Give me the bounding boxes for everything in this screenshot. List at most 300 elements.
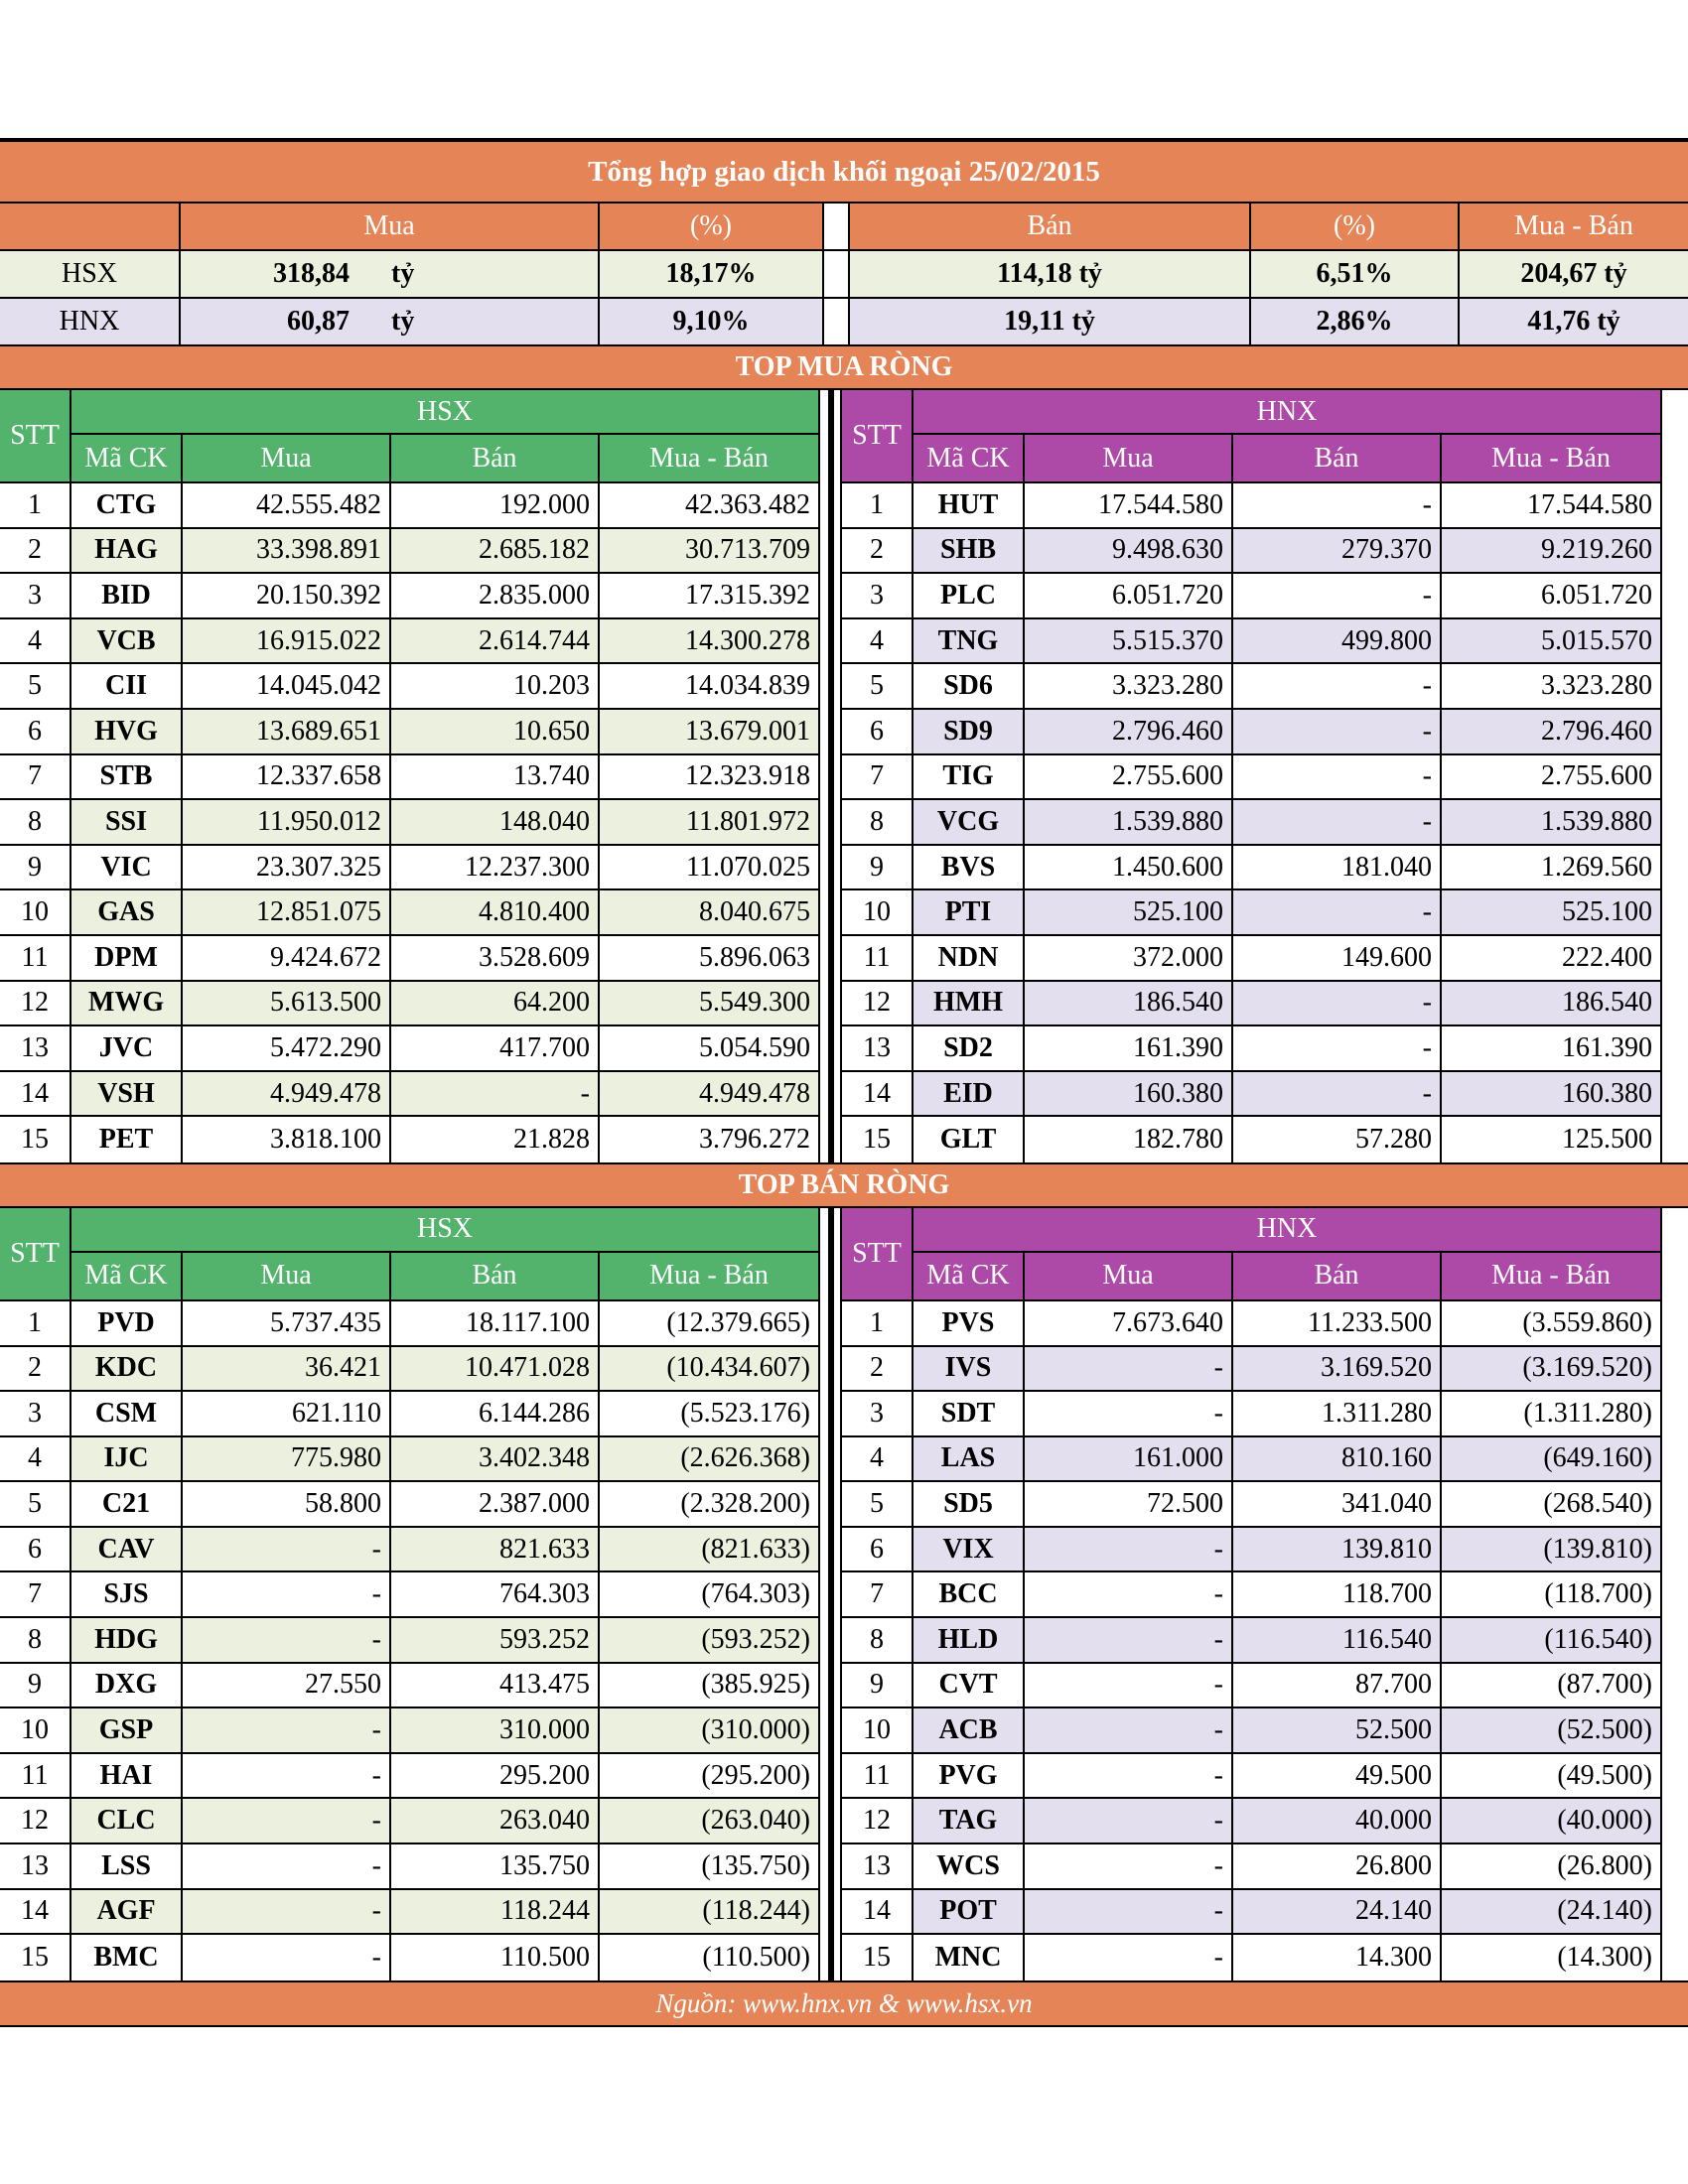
table-row bbox=[0, 574, 820, 619]
mua-value: 186.540 bbox=[1025, 982, 1233, 1025]
summary-mua-value: 60,87 bbox=[287, 306, 350, 337]
net-value: 12.323.918 bbox=[600, 755, 820, 799]
stock-code: IJC bbox=[71, 1437, 183, 1481]
net-value: (116.540) bbox=[1442, 1618, 1662, 1662]
ban-value: 118.244 bbox=[391, 1890, 600, 1934]
stock-code: DPM bbox=[71, 936, 183, 980]
rank: 12 bbox=[0, 1799, 71, 1843]
table-row bbox=[0, 846, 820, 891]
ban-value: 116.540 bbox=[1233, 1618, 1442, 1662]
mua-value: 161.390 bbox=[1025, 1026, 1233, 1070]
ban-value: 2.835.000 bbox=[391, 574, 600, 617]
rank: 4 bbox=[0, 1437, 71, 1481]
ban-value: 10.650 bbox=[391, 710, 600, 753]
net-value: (110.500) bbox=[600, 1935, 820, 1980]
summary-mua-unit: tỷ bbox=[391, 306, 415, 337]
net-value: (135.750) bbox=[600, 1844, 820, 1888]
rank: 5 bbox=[0, 664, 71, 708]
top-buy-label: TOP MUA RÒNG bbox=[0, 346, 1688, 388]
ban-value: - bbox=[1233, 574, 1442, 617]
mua-value: 11.950.012 bbox=[183, 800, 391, 844]
table-row bbox=[842, 890, 1662, 936]
exchange-header: HSX bbox=[71, 1208, 820, 1253]
ban-value: - bbox=[391, 1072, 600, 1116]
top-sell-label: TOP BÁN RÒNG bbox=[0, 1164, 1688, 1206]
rank: 2 bbox=[842, 1347, 914, 1391]
mua-value: - bbox=[1025, 1392, 1233, 1435]
table-row bbox=[842, 1935, 1662, 1980]
summary-ban-value: 19,11 tỷ bbox=[850, 299, 1251, 344]
stock-code: HDG bbox=[71, 1618, 183, 1662]
net-value: 161.390 bbox=[1442, 1026, 1662, 1070]
stt-header: STT bbox=[0, 390, 71, 481]
stock-code: PET bbox=[71, 1117, 183, 1162]
mua-value: - bbox=[183, 1708, 391, 1752]
ban-value: 40.000 bbox=[1233, 1799, 1442, 1843]
net-value: 160.380 bbox=[1442, 1072, 1662, 1116]
mua-value: 525.100 bbox=[1025, 890, 1233, 934]
ban-value: 10.203 bbox=[391, 664, 600, 708]
rank: 6 bbox=[842, 1528, 914, 1571]
stock-code: VSH bbox=[71, 1072, 183, 1116]
stock-code: CSM bbox=[71, 1392, 183, 1435]
mua-col-header: Mua bbox=[1025, 1253, 1233, 1299]
mua-value: 5.472.290 bbox=[183, 1026, 391, 1070]
rank: 5 bbox=[842, 1482, 914, 1526]
rank: 11 bbox=[0, 936, 71, 980]
net-value: (5.523.176) bbox=[600, 1392, 820, 1435]
table-row bbox=[842, 1799, 1662, 1844]
mua-value: 4.949.478 bbox=[183, 1072, 391, 1116]
stock-code: WCS bbox=[914, 1844, 1025, 1888]
ban-value: 181.040 bbox=[1233, 846, 1442, 889]
rank: 6 bbox=[842, 710, 914, 753]
rank: 10 bbox=[0, 1708, 71, 1752]
table-row bbox=[0, 710, 820, 755]
stock-code: BID bbox=[71, 574, 183, 617]
mua-value: 17.544.580 bbox=[1025, 483, 1233, 527]
mua-value: - bbox=[1025, 1708, 1233, 1752]
net-value: (26.800) bbox=[1442, 1844, 1662, 1888]
rank: 9 bbox=[842, 1664, 914, 1707]
rank: 2 bbox=[0, 1347, 71, 1391]
net-value: 17.544.580 bbox=[1442, 483, 1662, 527]
top_sell-hsx-table bbox=[0, 1208, 820, 1980]
code-col-header: Mã CK bbox=[914, 1253, 1025, 1299]
rank: 5 bbox=[842, 664, 914, 708]
ban-value: 279.370 bbox=[1233, 529, 1442, 573]
stock-code: PVS bbox=[914, 1301, 1025, 1345]
rank: 13 bbox=[842, 1026, 914, 1070]
stock-code: GAS bbox=[71, 890, 183, 934]
table-row bbox=[842, 1754, 1662, 1800]
top-sell-section bbox=[0, 1208, 1688, 1982]
summary-mua-value: 318,84 bbox=[273, 258, 350, 289]
summary-pct2-header: (%) bbox=[1251, 204, 1460, 249]
table-row bbox=[0, 664, 820, 710]
rank: 8 bbox=[842, 1618, 914, 1662]
mua-value: - bbox=[183, 1572, 391, 1616]
rank: 9 bbox=[0, 846, 71, 889]
net-value: 2.796.460 bbox=[1442, 710, 1662, 753]
ban-value: 295.200 bbox=[391, 1754, 600, 1798]
ban-col-header: Bán bbox=[1233, 1253, 1442, 1299]
mua-value: - bbox=[1025, 1572, 1233, 1616]
rank: 4 bbox=[0, 619, 71, 663]
stock-code: TIG bbox=[914, 755, 1025, 799]
ban-value: 764.303 bbox=[391, 1572, 600, 1616]
net-value: 2.755.600 bbox=[1442, 755, 1662, 799]
rank: 10 bbox=[0, 890, 71, 934]
mua-value: - bbox=[1025, 1935, 1233, 1980]
table-row bbox=[0, 1572, 820, 1618]
source-footer: Nguồn: www.hnx.vn & www.hsx.vn bbox=[0, 1982, 1688, 2025]
ban-value: 10.471.028 bbox=[391, 1347, 600, 1391]
rank: 8 bbox=[842, 800, 914, 844]
summary-row-hsx bbox=[0, 251, 1688, 299]
rank: 12 bbox=[0, 982, 71, 1025]
mua-value: - bbox=[1025, 1528, 1233, 1571]
report-title: Tổng hợp giao dịch khối ngoại 25/02/2015 bbox=[0, 140, 1688, 202]
ban-value: 149.600 bbox=[1233, 936, 1442, 980]
ban-value: 21.828 bbox=[391, 1117, 600, 1162]
mua-value: 3.323.280 bbox=[1025, 664, 1233, 708]
stt-header: STT bbox=[842, 390, 914, 481]
mua-value: 42.555.482 bbox=[183, 483, 391, 527]
ban-value: - bbox=[1233, 1026, 1442, 1070]
table-row bbox=[842, 1392, 1662, 1437]
mua-value: - bbox=[183, 1844, 391, 1888]
stock-code: TNG bbox=[914, 619, 1025, 663]
stock-code: STB bbox=[71, 755, 183, 799]
mua-value: 5.613.500 bbox=[183, 982, 391, 1025]
mua-value: - bbox=[183, 1935, 391, 1980]
stock-code: C21 bbox=[71, 1482, 183, 1526]
table-row bbox=[842, 1117, 1662, 1162]
mua-col-header: Mua bbox=[183, 1253, 391, 1299]
ban-value: 118.700 bbox=[1233, 1572, 1442, 1616]
stock-code: ACB bbox=[914, 1708, 1025, 1752]
table-row bbox=[0, 1437, 820, 1483]
ban-value: 192.000 bbox=[391, 483, 600, 527]
mua-value: 20.150.392 bbox=[183, 574, 391, 617]
net-value: (40.000) bbox=[1442, 1799, 1662, 1843]
ban-value: 87.700 bbox=[1233, 1664, 1442, 1707]
summary-row-hnx bbox=[0, 299, 1688, 346]
stock-code: BMC bbox=[71, 1935, 183, 1980]
summary-mua-pct: 9,10% bbox=[600, 299, 824, 344]
stock-code: GSP bbox=[71, 1708, 183, 1752]
table-row bbox=[842, 483, 1662, 529]
stock-code: TAG bbox=[914, 1799, 1025, 1843]
table-row bbox=[842, 1072, 1662, 1118]
rank: 13 bbox=[0, 1026, 71, 1070]
net-value: 4.949.478 bbox=[600, 1072, 820, 1116]
mua-value: 23.307.325 bbox=[183, 846, 391, 889]
ban-value: 341.040 bbox=[1233, 1482, 1442, 1526]
net-value: (14.300) bbox=[1442, 1935, 1662, 1980]
stock-code: CAV bbox=[71, 1528, 183, 1571]
code-col-header: Mã CK bbox=[914, 435, 1025, 481]
mua-value: - bbox=[1025, 1799, 1233, 1843]
net-value: (649.160) bbox=[1442, 1437, 1662, 1481]
stock-code: EID bbox=[914, 1072, 1025, 1116]
stock-code: VIX bbox=[914, 1528, 1025, 1571]
code-col-header: Mã CK bbox=[71, 1253, 183, 1299]
ban-value: 14.300 bbox=[1233, 1935, 1442, 1980]
summary-ban-header: Bán bbox=[850, 204, 1251, 249]
stock-code: SSI bbox=[71, 800, 183, 844]
rank: 4 bbox=[842, 1437, 914, 1481]
table-row bbox=[0, 890, 820, 936]
net-col-header: Mua - Bán bbox=[1442, 1253, 1662, 1299]
top-buy-section bbox=[0, 390, 1688, 1164]
table-row bbox=[842, 1618, 1662, 1664]
mua-value: 58.800 bbox=[183, 1482, 391, 1526]
stock-code: NDN bbox=[914, 936, 1025, 980]
ban-value: 2.387.000 bbox=[391, 1482, 600, 1526]
summary-net-value: 41,76 tỷ bbox=[1527, 306, 1620, 337]
rank: 13 bbox=[842, 1844, 914, 1888]
ban-value: 413.475 bbox=[391, 1664, 600, 1707]
rank: 15 bbox=[0, 1117, 71, 1162]
ban-value: 417.700 bbox=[391, 1026, 600, 1070]
mua-value: 3.818.100 bbox=[183, 1117, 391, 1162]
table-row bbox=[842, 710, 1662, 755]
stock-code: LSS bbox=[71, 1844, 183, 1888]
rank: 15 bbox=[842, 1117, 914, 1162]
mua-value: 9.424.672 bbox=[183, 936, 391, 980]
net-value: 3.796.272 bbox=[600, 1117, 820, 1162]
table-separator bbox=[820, 390, 842, 1162]
rank: 1 bbox=[0, 483, 71, 527]
net-value: 5.015.570 bbox=[1442, 619, 1662, 663]
ban-value: 1.311.280 bbox=[1233, 1392, 1442, 1435]
table-row bbox=[842, 1664, 1662, 1709]
ban-value: 499.800 bbox=[1233, 619, 1442, 663]
stock-code: VCB bbox=[71, 619, 183, 663]
stock-code: SDT bbox=[914, 1392, 1025, 1435]
stock-code: LAS bbox=[914, 1437, 1025, 1481]
mua-value: 1.539.880 bbox=[1025, 800, 1233, 844]
stock-code: SJS bbox=[71, 1572, 183, 1616]
net-value: 125.500 bbox=[1442, 1117, 1662, 1162]
table-row bbox=[842, 936, 1662, 982]
table-row bbox=[842, 1347, 1662, 1393]
net-value: (49.500) bbox=[1442, 1754, 1662, 1798]
stock-code: PLC bbox=[914, 574, 1025, 617]
exchange-header: HNX bbox=[914, 1208, 1662, 1253]
stock-code: SD9 bbox=[914, 710, 1025, 753]
rank: 1 bbox=[842, 1301, 914, 1345]
ban-value: 821.633 bbox=[391, 1528, 600, 1571]
mua-value: - bbox=[183, 1618, 391, 1662]
stock-code: VIC bbox=[71, 846, 183, 889]
table-row bbox=[0, 529, 820, 575]
table-row bbox=[842, 619, 1662, 665]
table-row bbox=[0, 619, 820, 665]
ban-value: 3.528.609 bbox=[391, 936, 600, 980]
ban-value: 52.500 bbox=[1233, 1708, 1442, 1752]
mua-value: 16.915.022 bbox=[183, 619, 391, 663]
stt-header: STT bbox=[0, 1208, 71, 1299]
ban-value: 13.740 bbox=[391, 755, 600, 799]
summary-ban-pct: 2,86% bbox=[1251, 299, 1460, 344]
ban-value: - bbox=[1233, 800, 1442, 844]
net-value: 42.363.482 bbox=[600, 483, 820, 527]
stock-code: SD2 bbox=[914, 1026, 1025, 1070]
ban-col-header: Bán bbox=[391, 1253, 600, 1299]
mua-value: - bbox=[183, 1754, 391, 1798]
mua-value: 621.110 bbox=[183, 1392, 391, 1435]
table-row bbox=[842, 574, 1662, 619]
net-col-header: Mua - Bán bbox=[600, 435, 820, 481]
table-row bbox=[0, 1301, 820, 1347]
mua-value: 182.780 bbox=[1025, 1117, 1233, 1162]
mua-value: - bbox=[1025, 1890, 1233, 1934]
mua-value: 160.380 bbox=[1025, 1072, 1233, 1116]
stock-code: CLC bbox=[71, 1799, 183, 1843]
ban-value: - bbox=[1233, 982, 1442, 1025]
table-row bbox=[0, 1482, 820, 1528]
rank: 3 bbox=[842, 1392, 914, 1435]
mua-value: - bbox=[1025, 1618, 1233, 1662]
stock-code: SD5 bbox=[914, 1482, 1025, 1526]
summary-ban-pct: 6,51% bbox=[1251, 251, 1460, 297]
rank: 2 bbox=[842, 529, 914, 573]
table-row bbox=[0, 483, 820, 529]
ban-value: - bbox=[1233, 664, 1442, 708]
ban-value: 3.169.520 bbox=[1233, 1347, 1442, 1391]
net-value: 1.539.880 bbox=[1442, 800, 1662, 844]
rank: 3 bbox=[842, 574, 914, 617]
net-value: 14.300.278 bbox=[600, 619, 820, 663]
net-value: (593.252) bbox=[600, 1618, 820, 1662]
ban-value: 810.160 bbox=[1233, 1437, 1442, 1481]
mua-value: 6.051.720 bbox=[1025, 574, 1233, 617]
mua-value: 5.737.435 bbox=[183, 1301, 391, 1345]
net-value: (87.700) bbox=[1442, 1664, 1662, 1707]
ban-value: - bbox=[1233, 890, 1442, 934]
mua-value: - bbox=[183, 1890, 391, 1934]
ban-value: 110.500 bbox=[391, 1935, 600, 1980]
mua-value: 36.421 bbox=[183, 1347, 391, 1391]
net-value: (385.925) bbox=[600, 1664, 820, 1707]
top_buy-hsx-table bbox=[0, 390, 820, 1162]
table-row bbox=[0, 1347, 820, 1393]
table-row bbox=[842, 1528, 1662, 1573]
stock-code: SD6 bbox=[914, 664, 1025, 708]
stock-code: DXG bbox=[71, 1664, 183, 1707]
rank: 8 bbox=[0, 1618, 71, 1662]
summary-net-value: 204,67 tỷ bbox=[1520, 258, 1627, 289]
net-value: 5.896.063 bbox=[600, 936, 820, 980]
rank: 4 bbox=[842, 619, 914, 663]
table-row bbox=[0, 1708, 820, 1754]
net-value: 1.269.560 bbox=[1442, 846, 1662, 889]
net-value: 14.034.839 bbox=[600, 664, 820, 708]
exchange-header: HNX bbox=[914, 390, 1662, 435]
ban-value: 4.810.400 bbox=[391, 890, 600, 934]
net-value: (268.540) bbox=[1442, 1482, 1662, 1526]
ban-value: 64.200 bbox=[391, 982, 600, 1025]
mua-value: 2.796.460 bbox=[1025, 710, 1233, 753]
ban-value: 6.144.286 bbox=[391, 1392, 600, 1435]
net-value: (12.379.665) bbox=[600, 1301, 820, 1345]
rank: 1 bbox=[0, 1301, 71, 1345]
stock-code: HUT bbox=[914, 483, 1025, 527]
net-value: (118.244) bbox=[600, 1890, 820, 1934]
net-value: (3.169.520) bbox=[1442, 1347, 1662, 1391]
rank: 12 bbox=[842, 982, 914, 1025]
net-value: 9.219.260 bbox=[1442, 529, 1662, 573]
mua-value: - bbox=[1025, 1754, 1233, 1798]
ban-value: 593.252 bbox=[391, 1618, 600, 1662]
net-value: (295.200) bbox=[600, 1754, 820, 1798]
mua-value: 2.755.600 bbox=[1025, 755, 1233, 799]
mua-value: 12.337.658 bbox=[183, 755, 391, 799]
ban-value: 139.810 bbox=[1233, 1528, 1442, 1571]
table-row bbox=[0, 1664, 820, 1709]
stock-code: AGF bbox=[71, 1890, 183, 1934]
net-value: (263.040) bbox=[600, 1799, 820, 1843]
rank: 1 bbox=[842, 483, 914, 527]
mua-value: - bbox=[183, 1799, 391, 1843]
ban-value: 148.040 bbox=[391, 800, 600, 844]
mua-col-header: Mua bbox=[183, 435, 391, 481]
mua-col-header: Mua bbox=[1025, 435, 1233, 481]
mua-value: - bbox=[1025, 1347, 1233, 1391]
mua-value: 372.000 bbox=[1025, 936, 1233, 980]
mua-value: 5.515.370 bbox=[1025, 619, 1233, 663]
stock-code: HLD bbox=[914, 1618, 1025, 1662]
stt-header: STT bbox=[842, 1208, 914, 1299]
stock-code: CTG bbox=[71, 483, 183, 527]
table-row bbox=[0, 1799, 820, 1844]
ban-value: 3.402.348 bbox=[391, 1437, 600, 1481]
table-row bbox=[0, 1117, 820, 1162]
rank: 13 bbox=[0, 1844, 71, 1888]
ban-value: 310.000 bbox=[391, 1708, 600, 1752]
stock-code: PVG bbox=[914, 1754, 1025, 1798]
rank: 3 bbox=[0, 1392, 71, 1435]
net-value: 17.315.392 bbox=[600, 574, 820, 617]
table-row bbox=[0, 1844, 820, 1890]
rank: 8 bbox=[0, 800, 71, 844]
stock-code: IVS bbox=[914, 1347, 1025, 1391]
net-value: (139.810) bbox=[1442, 1528, 1662, 1571]
rank: 6 bbox=[0, 1528, 71, 1571]
stock-code: HVG bbox=[71, 710, 183, 753]
net-value: (2.328.200) bbox=[600, 1482, 820, 1526]
table-row bbox=[0, 1392, 820, 1437]
mua-value: 13.689.651 bbox=[183, 710, 391, 753]
summary-exchange: HNX bbox=[0, 299, 181, 344]
rank: 11 bbox=[842, 1754, 914, 1798]
table-row bbox=[842, 1026, 1662, 1072]
mua-value: 27.550 bbox=[183, 1664, 391, 1707]
table-row bbox=[0, 800, 820, 846]
foreign-trading-report bbox=[0, 138, 1688, 2027]
ban-value: 49.500 bbox=[1233, 1754, 1442, 1798]
rank: 7 bbox=[0, 755, 71, 799]
rank: 7 bbox=[842, 755, 914, 799]
table-row bbox=[0, 1072, 820, 1118]
stock-code: GLT bbox=[914, 1117, 1025, 1162]
rank: 6 bbox=[0, 710, 71, 753]
table-row bbox=[842, 1844, 1662, 1890]
rank: 10 bbox=[842, 890, 914, 934]
